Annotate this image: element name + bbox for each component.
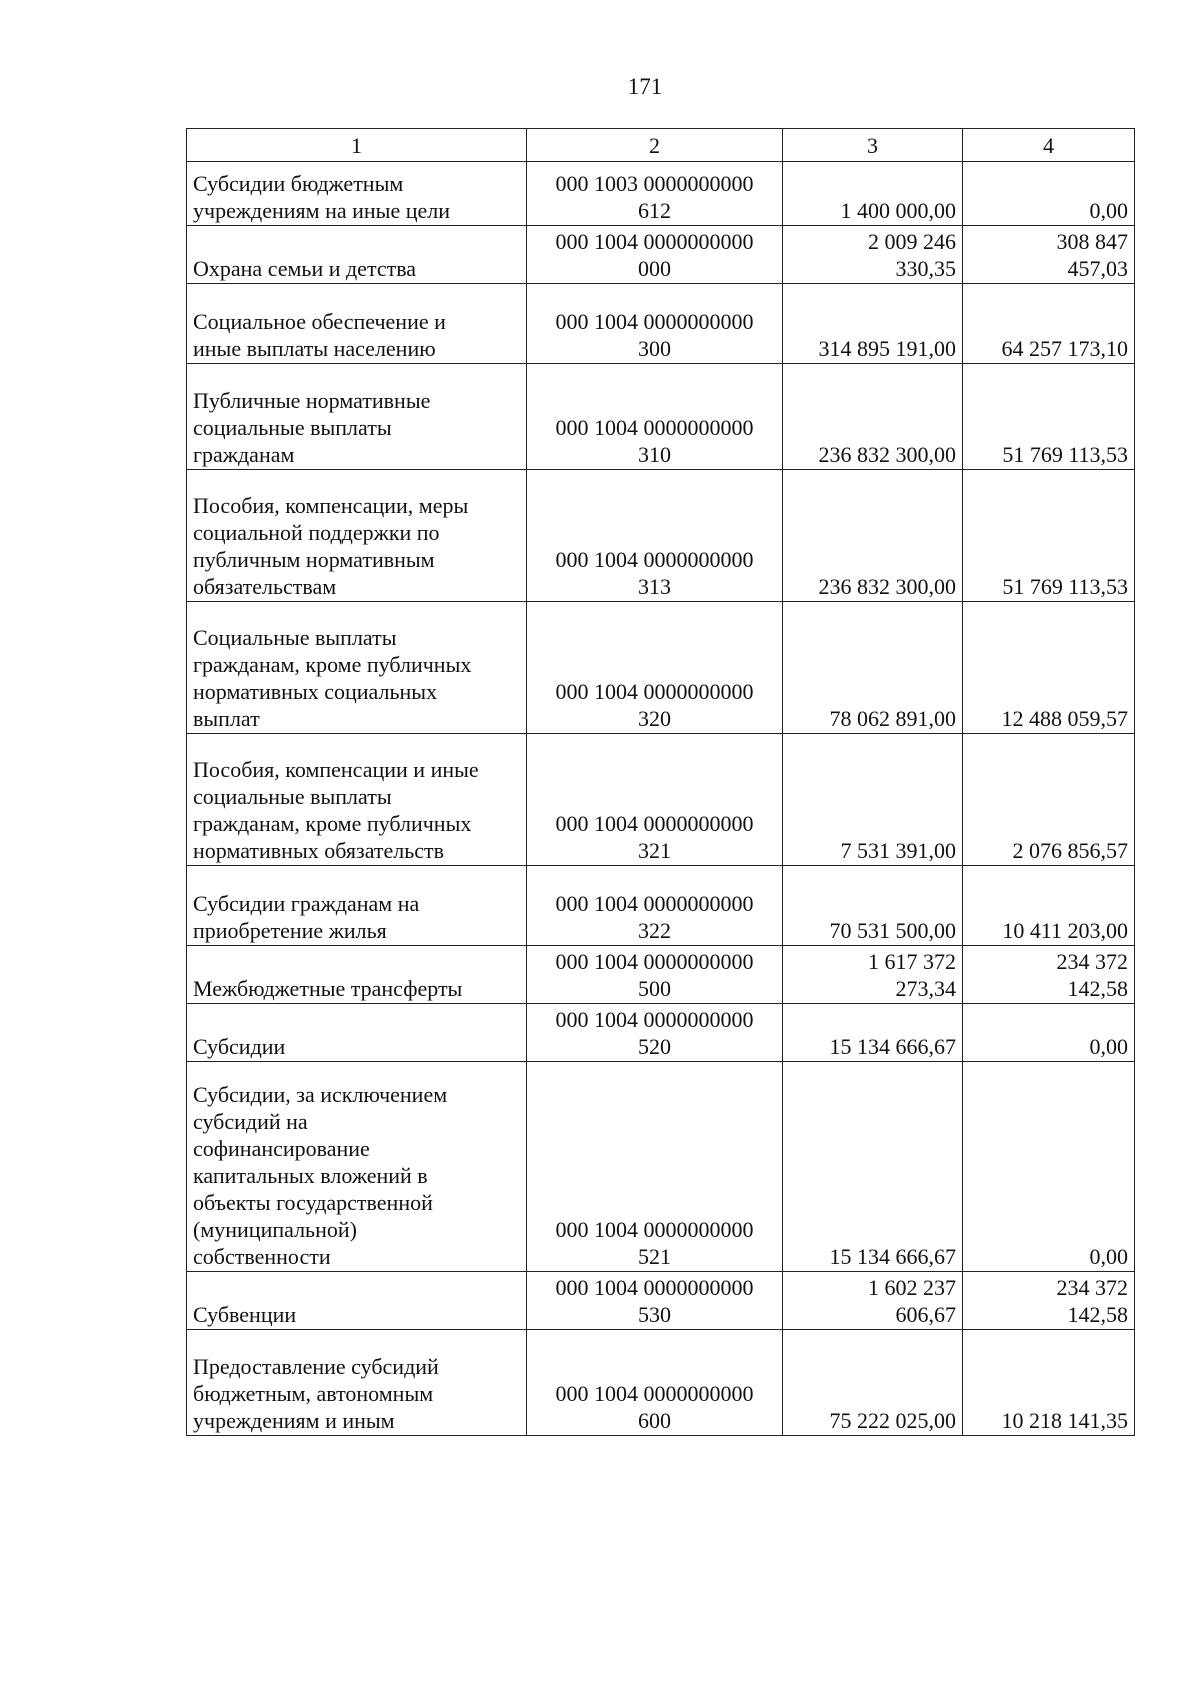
- cell-col3: [783, 284, 963, 364]
- cell-col4-line: 308 847: [1056, 229, 1128, 254]
- cell-code-line: 300: [638, 336, 671, 361]
- cell-col4: [963, 1004, 1135, 1062]
- cell-col4-line: 10 411 203,00: [1002, 918, 1128, 943]
- cell-name: [187, 946, 527, 1004]
- cell-code-line: 500: [638, 976, 671, 1001]
- cell-code: [527, 1330, 783, 1436]
- cell-name-line: Межбюджетные трансферты: [193, 976, 463, 1001]
- cell-code-line: 612: [638, 198, 671, 223]
- cell-col4-line: 0,00: [1089, 198, 1128, 223]
- cell-col3-line: 606,67: [895, 1302, 956, 1327]
- cell-col3: [783, 602, 963, 734]
- cell-col3: [783, 470, 963, 602]
- table-row: [187, 470, 1135, 602]
- page-number: 171: [627, 74, 663, 99]
- cell-code-line: 520: [638, 1034, 671, 1059]
- cell-name-line: социальные выплаты: [193, 784, 392, 809]
- table-row: [187, 364, 1135, 470]
- cell-col3: [783, 946, 963, 1004]
- cell-col3-line: 1 400 000,00: [840, 198, 956, 223]
- cell-col3: [783, 1062, 963, 1272]
- cell-col3-line: 75 222 025,00: [829, 1408, 956, 1433]
- cell-col3: [783, 226, 963, 284]
- cell-name-line: гражданам, кроме публичных: [193, 652, 472, 677]
- cell-name-line: (муниципальной): [193, 1217, 357, 1242]
- table-row: [187, 602, 1135, 734]
- cell-code: [527, 946, 783, 1004]
- cell-col4-line: 457,03: [1067, 256, 1128, 281]
- cell-name: [187, 866, 527, 946]
- cell-name-line: иные выплаты населению: [193, 336, 436, 361]
- table-row: [187, 734, 1135, 866]
- cell-name: [187, 1330, 527, 1436]
- cell-code-line: 000 1004 0000000000: [555, 1217, 754, 1242]
- cell-col3: [783, 866, 963, 946]
- cell-code-line: 313: [638, 574, 671, 599]
- cell-name: [187, 1062, 527, 1272]
- cell-col4-line: 2 076 856,57: [1012, 838, 1128, 863]
- table-row: [187, 1330, 1135, 1436]
- cell-col3-line: 15 134 666,67: [829, 1244, 956, 1269]
- header-row: [187, 129, 1135, 162]
- cell-col4-line: 12 488 059,57: [1001, 706, 1128, 731]
- cell-code: [527, 734, 783, 866]
- cell-col4-line: 10 218 141,35: [1001, 1408, 1128, 1433]
- cell-code-line: 000 1004 0000000000: [555, 949, 754, 974]
- cell-col4-line: 51 769 113,53: [1002, 442, 1128, 467]
- cell-name-line: учреждениям на иные цели: [193, 198, 450, 223]
- cell-col3-line: 78 062 891,00: [829, 706, 956, 731]
- cell-col4: [963, 1330, 1135, 1436]
- cell-name: [187, 284, 527, 364]
- cell-code-line: 000 1004 0000000000: [555, 1007, 754, 1032]
- table-row: [187, 284, 1135, 364]
- cell-col4: [963, 226, 1135, 284]
- cell-code-line: 000 1004 0000000000: [555, 229, 754, 254]
- cell-code: [527, 1062, 783, 1272]
- cell-name-line: Субсидии: [193, 1034, 286, 1059]
- cell-name-line: субсидий на: [193, 1109, 308, 1134]
- cell-col3-line: 7 531 391,00: [840, 838, 956, 863]
- cell-name-line: публичным нормативным: [193, 547, 435, 572]
- cell-code: [527, 1004, 783, 1062]
- cell-col3-line: 1 617 372: [868, 949, 956, 974]
- cell-name-line: капитальных вложений в: [193, 1163, 428, 1188]
- cell-code-line: 521: [638, 1244, 671, 1269]
- cell-col3-line: 236 832 300,00: [818, 574, 956, 599]
- cell-col3: [783, 162, 963, 226]
- cell-name-line: собственности: [193, 1244, 331, 1269]
- cell-col3-line: 273,34: [895, 976, 956, 1001]
- cell-code-line: 000 1004 0000000000: [555, 547, 754, 572]
- cell-col3: [783, 364, 963, 470]
- cell-name-line: выплат: [193, 706, 260, 731]
- cell-name-line: Субвенции: [193, 1302, 297, 1327]
- table-row: [187, 226, 1135, 284]
- cell-code: [527, 470, 783, 602]
- cell-name-line: бюджетным, автономным: [193, 1381, 434, 1406]
- cell-name: [187, 470, 527, 602]
- cell-name-line: Социальные выплаты: [193, 625, 397, 650]
- cell-code-line: 530: [638, 1302, 671, 1327]
- cell-col4: [963, 364, 1135, 470]
- cell-code-line: 000 1004 0000000000: [555, 679, 754, 704]
- cell-name-line: приобретение жилья: [193, 918, 387, 943]
- table-row: [187, 1272, 1135, 1330]
- cell-name: [187, 734, 527, 866]
- cell-name-line: Пособия, компенсации и иные: [193, 757, 479, 782]
- table-row: [187, 946, 1135, 1004]
- cell-col3-line: 330,35: [895, 256, 956, 281]
- cell-col3-line: 314 895 191,00: [818, 336, 956, 361]
- cell-code-line: 000 1004 0000000000: [555, 1381, 754, 1406]
- cell-name: [187, 162, 527, 226]
- cell-col4-line: 234 372: [1056, 949, 1128, 974]
- cell-name-line: софинансирование: [193, 1136, 370, 1161]
- cell-name-line: социальные выплаты: [193, 415, 392, 440]
- cell-col4: [963, 866, 1135, 946]
- cell-code: [527, 602, 783, 734]
- cell-code-line: 000 1004 0000000000: [555, 1275, 754, 1300]
- cell-name-line: Субсидии гражданам на: [193, 891, 420, 916]
- cell-col4-line: 0,00: [1089, 1034, 1128, 1059]
- cell-name-line: гражданам, кроме публичных: [193, 811, 472, 836]
- cell-name-line: обязательствам: [193, 574, 337, 599]
- table-row: [187, 1062, 1135, 1272]
- cell-code-line: 322: [638, 918, 671, 943]
- cell-code: [527, 364, 783, 470]
- cell-name-line: Субсидии бюджетным: [193, 171, 404, 196]
- cell-name-line: объекты государственной: [193, 1190, 433, 1215]
- cell-code: [527, 162, 783, 226]
- cell-name-line: Предоставление субсидий: [193, 1354, 439, 1379]
- cell-col4-line: 0,00: [1089, 1244, 1128, 1269]
- cell-code-line: 600: [638, 1408, 671, 1433]
- table-row: [187, 1004, 1135, 1062]
- header-cell-3: 3: [783, 129, 963, 162]
- header-cell-1: 1: [187, 129, 527, 162]
- cell-code: [527, 284, 783, 364]
- cell-col4: [963, 470, 1135, 602]
- cell-col4: [963, 1272, 1135, 1330]
- cell-col3: [783, 1330, 963, 1436]
- cell-code: [527, 866, 783, 946]
- cell-name-line: нормативных обязательств: [193, 838, 445, 863]
- header-cell-2: 2: [527, 129, 783, 162]
- cell-col4-line: 142,58: [1067, 976, 1128, 1001]
- cell-name-line: Охрана семьи и детства: [193, 256, 417, 281]
- cell-name-line: социальной поддержки по: [193, 520, 440, 545]
- cell-col4: [963, 734, 1135, 866]
- cell-col4: [963, 162, 1135, 226]
- cell-col4-line: 51 769 113,53: [1002, 574, 1128, 599]
- cell-col4-line: 64 257 173,10: [1001, 336, 1128, 361]
- cell-code-line: 000 1003 0000000000: [555, 171, 754, 196]
- cell-name-line: нормативных социальных: [193, 679, 438, 704]
- cell-col3: [783, 1004, 963, 1062]
- cell-col3-line: 236 832 300,00: [818, 442, 956, 467]
- cell-code-line: 321: [638, 838, 671, 863]
- cell-name: [187, 602, 527, 734]
- cell-code-line: 320: [638, 706, 671, 731]
- cell-col4: [963, 284, 1135, 364]
- cell-code-line: 000 1004 0000000000: [555, 309, 754, 334]
- cell-col3-line: 15 134 666,67: [829, 1034, 956, 1059]
- cell-code-line: 000 1004 0000000000: [555, 811, 754, 836]
- table-row: [187, 866, 1135, 946]
- cell-name-line: Пособия, компенсации, меры: [193, 493, 469, 518]
- cell-col3: [783, 1272, 963, 1330]
- budget-table: [186, 128, 1135, 1436]
- cell-code-line: 000 1004 0000000000: [555, 891, 754, 916]
- cell-code-line: 000: [638, 256, 671, 281]
- cell-col3-line: 70 531 500,00: [829, 918, 956, 943]
- table-row: [187, 162, 1135, 226]
- cell-name-line: Субсидии, за исключением: [193, 1082, 448, 1107]
- cell-code-line: 310: [638, 442, 671, 467]
- cell-code: [527, 1272, 783, 1330]
- table-body: [187, 162, 1135, 1436]
- cell-name-line: Социальное обеспечение и: [193, 309, 446, 334]
- cell-col4: [963, 946, 1135, 1004]
- cell-name: [187, 1004, 527, 1062]
- cell-name: [187, 364, 527, 470]
- cell-name-line: Публичные нормативные: [193, 388, 431, 413]
- cell-name: [187, 1272, 527, 1330]
- cell-col4-line: 234 372: [1056, 1275, 1128, 1300]
- cell-name-line: гражданам: [193, 442, 295, 467]
- cell-col4: [963, 1062, 1135, 1272]
- cell-name-line: учреждениям и иным: [193, 1408, 395, 1433]
- cell-col3-line: 2 009 246: [868, 229, 956, 254]
- header-cell-4: 4: [963, 129, 1135, 162]
- cell-code: [527, 226, 783, 284]
- cell-col3: [783, 734, 963, 866]
- cell-code-line: 000 1004 0000000000: [555, 415, 754, 440]
- cell-col4-line: 142,58: [1067, 1302, 1128, 1327]
- cell-col4: [963, 602, 1135, 734]
- cell-name: [187, 226, 527, 284]
- cell-col3-line: 1 602 237: [868, 1275, 956, 1300]
